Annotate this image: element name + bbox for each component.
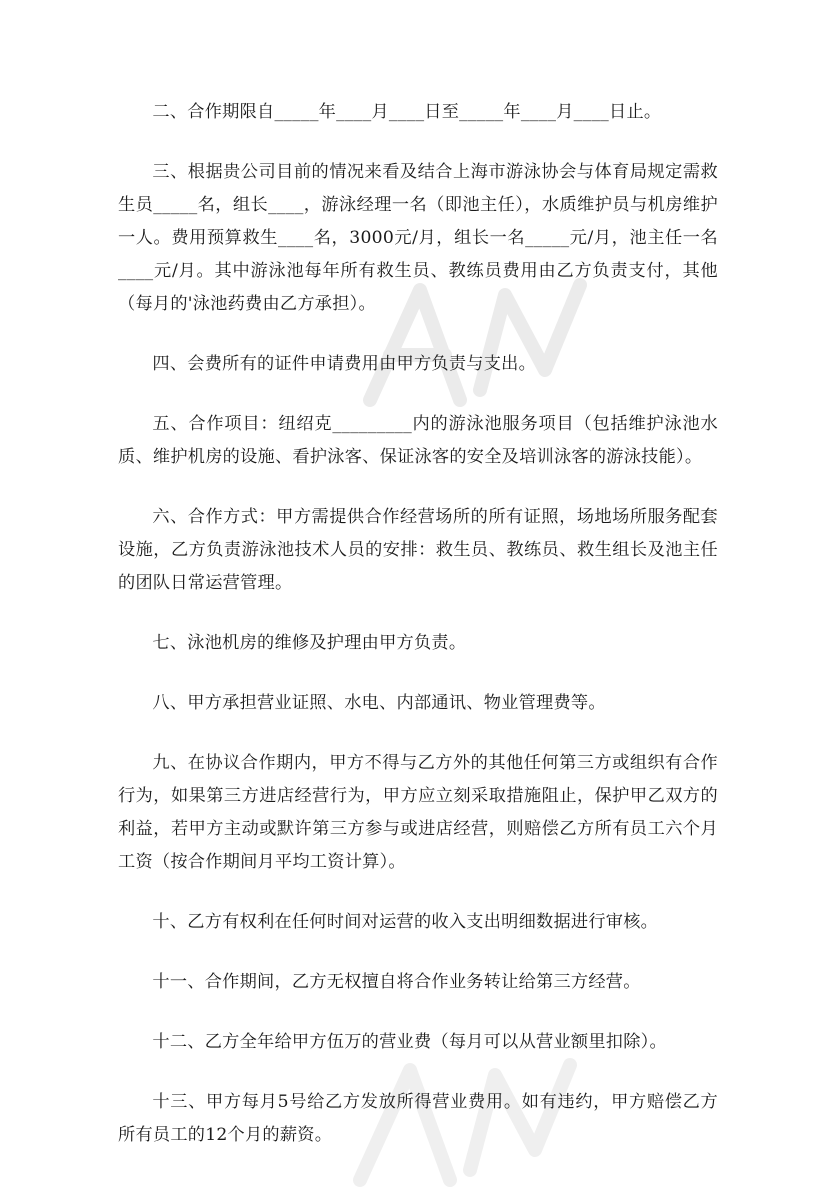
document-body: [118, 96, 718, 1179]
clause-8: 八、甲方承担营业证照、水电、内部通讯、物业管理费等。: [152, 693, 606, 713]
clause-4: 四、会费所有的证件申请费用由甲方负责与支出。: [152, 354, 537, 374]
clause-5: 五、合作项目：纽绍克_________内的游泳池服务项目（包括维护泳池水质、维护机房的设施、看护泳客、保证泳客的安全及培训泳客的游泳技能）。: [118, 414, 718, 467]
clause-9: 九、在协议合作期内，甲方不得与乙方外的其他任何第三方或组织有合作行为，如果第三方进店经营行为，甲方应立刻采取措施阻止，保护甲乙双方的利益，若甲方主动或默许第三方参与或进店经营，则赔偿乙方所有员工六个月工资（按合作期间月平均工资计算）。: [118, 753, 718, 872]
clause-6: 六、合作方式：甲方需提供合作经营场所的所有证照，场地场所服务配套设施，乙方负责游泳池技术人员的安排：救生员、教练员、救生组长及池主任的团队日常运营管理。: [118, 507, 718, 593]
clause-13: 十三、甲方每月5号给乙方发放所得营业费用。如有违约，甲方赔偿乙方所有员工的12个月的薪资。: [118, 1092, 718, 1145]
clause-3: 三、根据贵公司目前的情况来看及结合上海市游泳协会与体育局规定需救生员_____名，组长____，游泳经理一名（即池主任），水质维护员与机房维护一人。费用预算救生____名，3000元/月，组长一名_____元/月，池主任一名____元/月。其中游泳池每年所有救生员、教练员费用由乙方负责支付，其他（每月的'泳池药费由乙方承担）。: [118, 162, 718, 314]
clause-7: 七、泳池机房的维修及护理由甲方负责。: [152, 633, 467, 653]
clause-2: 二、合作期限自_____年____月____日至_____年____月____日止。: [152, 102, 662, 122]
clause-10: 十、乙方有权利在任何时间对运营的收入支出明细数据进行审核。: [152, 912, 659, 932]
clause-12: 十二、乙方全年给甲方伍万的营业费（每月可以从营业额里扣除）。: [152, 1032, 667, 1052]
clause-11: 十一、合作期间，乙方无权擅自将合作业务转让给第三方经营。: [152, 972, 641, 992]
